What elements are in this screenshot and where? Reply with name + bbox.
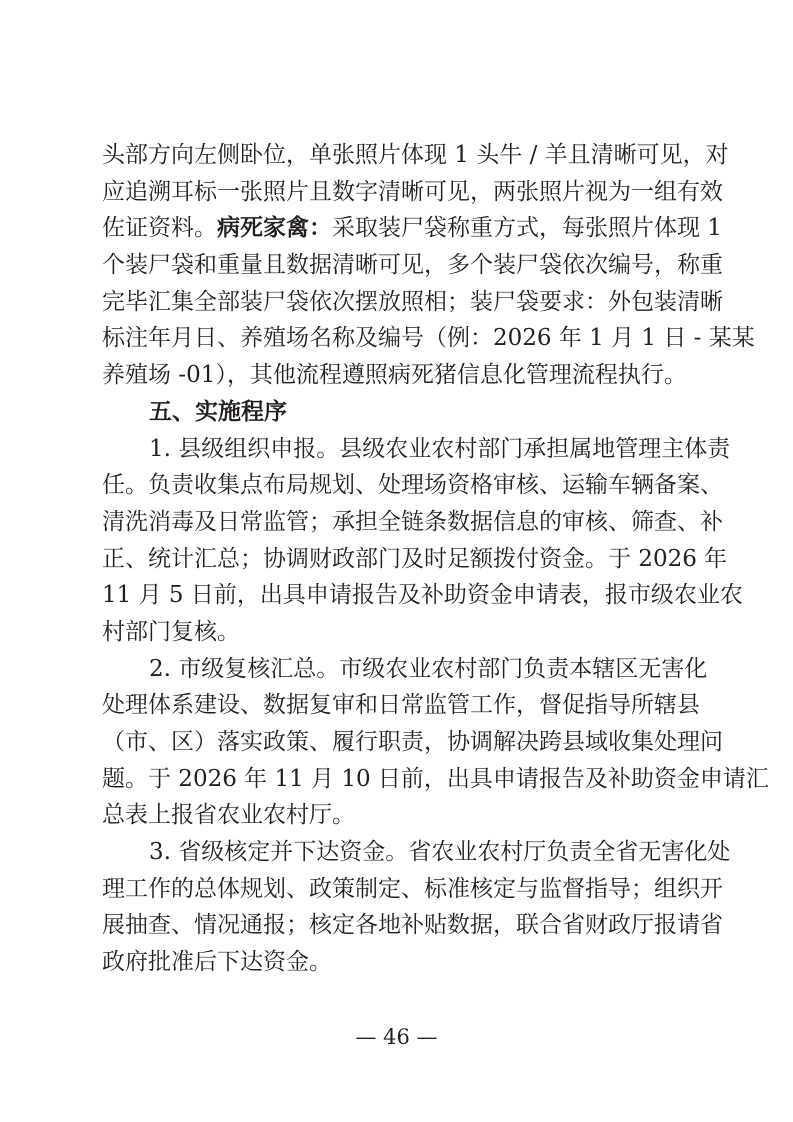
text-line: 总表上报省农业农村厅。 [102,802,355,829]
text-line: （市、区）落实政策、履行职责，协调解决跨县域收集处理问 [102,729,723,755]
paragraph-province [102,834,731,981]
page-number: — 46 — [355,1025,438,1049]
text-line: 头部方向左侧卧位，单张照片体现 1 头牛 / 羊且清晰可见，对 [102,142,729,168]
text-line: 处理体系建设、数据复审和日常监管工作，督促指导所辖县 [102,692,700,719]
text-line: 1. 县级组织申报。县级农业农村部门承担属地管理主体责 [149,435,731,462]
text-line: 政府批准后下达资金。 [102,949,332,976]
text-segment: 佐证资料。 [102,215,217,242]
paragraph-city [102,651,769,834]
text-line: 任。负责收集点布局规划、处理场资格审核、运输车辆备案、 [102,472,723,499]
text-line: 理工作的总体规划、政策制定、标准核定与监督指导；组织开 [102,875,723,902]
paragraph-continued [102,137,755,394]
text-line: 养殖场 -01），其他流程遵照病死猪信息化管理流程执行。 [102,362,687,389]
text-line: 展抽查、情况通报；核定各地补贴数据，联合省财政厅报请省 [102,912,723,939]
bold-label: 病死家禽： [217,214,332,242]
section-heading: 五、实施程序 [149,397,287,425]
paragraph-county [102,431,743,651]
text-line: 完毕汇集全部装尸袋依次摆放照相；装尸袋要求：外包装清晰 [102,288,723,315]
text-line: 题。于 2026 年 11 月 10 日前，出具申请报告及补助资金申请汇 [102,765,769,792]
text-line: 正、统计汇总；协调财政部门及时足额拨付资金。于 2026 年 [102,545,728,572]
text-line: 村部门复核。 [102,618,240,645]
text-line: 11 月 5 日前，出具申请报告及补助资金申请表，报市级农业农 [102,582,743,609]
text-line: 个装尸袋和重量且数据清晰可见，多个装尸袋依次编号，称重 [102,252,723,279]
text-line: 3. 省级核定并下达资金。省农业农村厅负责全省无害化处 [149,839,731,866]
document-body [102,137,769,981]
text-line: 标注年月日、养殖场名称及编号（例：2026 年 1 月 1 日 - 某某 [102,325,755,352]
text-line: 清洗消毒及日常监管；承担全链条数据信息的审核、筛查、补 [102,508,723,535]
text-line: 应追溯耳标一张照片且数字清晰可见，两张照片视为一组有效 [102,178,723,205]
text-line: 2. 市级复核汇总。市级农业农村部门负责本辖区无害化 [149,655,708,682]
text-segment: 采取装尸袋称重方式，每张照片体现 1 [332,215,722,242]
text-line [102,210,722,247]
